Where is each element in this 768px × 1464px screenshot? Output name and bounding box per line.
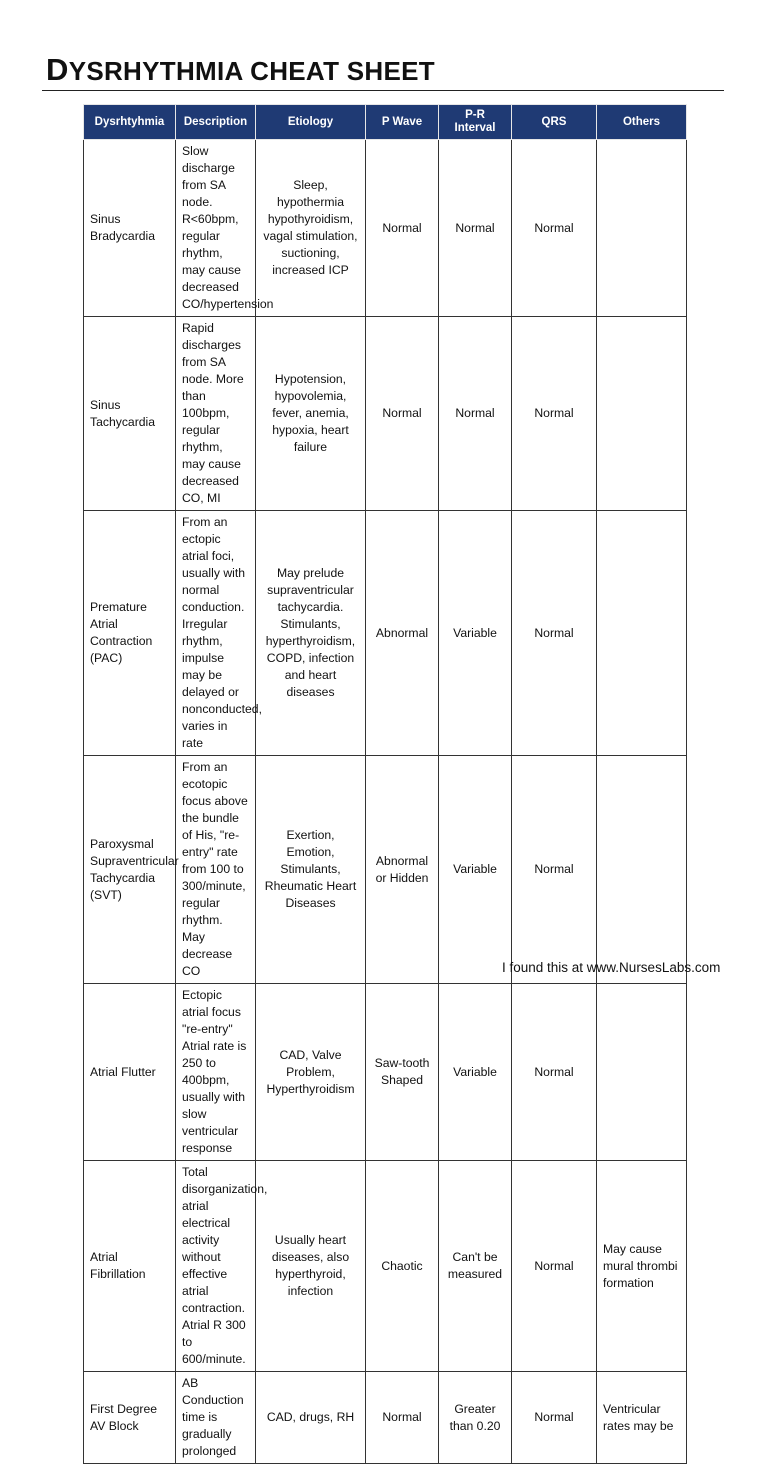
qrs-cell: Normal [512,317,597,511]
title-initial: D [46,52,69,87]
p-wave-cell: Normal [366,1372,439,1464]
p-wave-cell: Saw-tooth Shaped [366,984,439,1161]
dysrhythmia-name: Sinus Bradycardia [84,140,176,317]
source-credit: I found this at www.NursesLabs.com [502,960,721,975]
others-cell: Ventricular rates may be [597,1372,687,1464]
etiology-cell: CAD, Valve Problem, Hyperthyroidism [256,984,366,1161]
dysrhythmia-name: Sinus Tachycardia [84,317,176,511]
etiology-cell: CAD, drugs, RH [256,1372,366,1464]
table-header-row [84,105,687,140]
dysrhythmia-name: First Degree AV Block [84,1372,176,1464]
others-cell: May cause mural thrombi formation [597,1161,687,1372]
p-wave-cell: Normal [366,140,439,317]
pr-interval-cell: Can't be measured [439,1161,512,1372]
others-cell [597,984,687,1161]
etiology-cell: Hypotension, hypovolemia, fever, anemia, hypoxia, heart failure [256,317,366,511]
column-header: Description [176,105,256,140]
qrs-cell: Normal [512,511,597,756]
description-cell: From an ecotopic focus above the bundle of His, "re-entry" rate from 100 to 300/minute, regular rhythm. May decrease CO [176,756,256,984]
qrs-cell: Normal [512,1372,597,1464]
others-cell [597,317,687,511]
table-row [84,1372,687,1464]
dysrhythmia-name: Atrial Flutter [84,984,176,1161]
etiology-cell: Sleep, hypothermia hypothyroidism, vagal stimulation, suctioning, increased ICP [256,140,366,317]
table-row [84,140,687,317]
p-wave-cell: Abnormal or Hidden [366,756,439,984]
etiology-cell: May prelude supraventricular tachycardia. Stimulants, hyperthyroidism, COPD, infection and heart diseases [256,511,366,756]
table-row [84,984,687,1161]
column-header: Others [597,105,687,140]
pr-interval-cell: Normal [439,140,512,317]
others-cell [597,756,687,984]
description-cell: Total disorganization, atrial electrical activity without effective atrial contraction. Atrial R 300 to 600/minute. [176,1161,256,1372]
description-cell: AB Conduction time is gradually prolonged [176,1372,256,1464]
p-wave-cell: Chaotic [366,1161,439,1372]
table-row [84,756,687,984]
qrs-cell: Normal [512,984,597,1161]
column-header: Etiology [256,105,366,140]
pr-interval-cell: Variable [439,984,512,1161]
dysrhythmia-name: Atrial Fibrillation [84,1161,176,1372]
column-header: P-R Interval [439,105,512,140]
description-cell: Slow discharge from SA node. R<60bpm, regular rhythm, may cause decreased CO/hypertension [176,140,256,317]
column-header: Dysrhtyhmia [84,105,176,140]
pr-interval-cell: Variable [439,511,512,756]
others-cell [597,140,687,317]
p-wave-cell: Abnormal [366,511,439,756]
pr-interval-cell: Variable [439,756,512,984]
qrs-cell: Normal [512,1161,597,1372]
description-cell: From an ectopic atrial foci, usually with normal conduction. Irregular rhythm, impulse may be delayed or nonconducted, varies in rate [176,511,256,756]
etiology-cell: Usually heart diseases, also hyperthyroid, infection [256,1161,366,1372]
etiology-cell: Exertion, Emotion, Stimulants, Rheumatic Heart Diseases [256,756,366,984]
pr-interval-cell: Normal [439,317,512,511]
description-cell: Rapid discharges from SA node. More than 100bpm, regular rhythm, may cause decreased CO, MI [176,317,256,511]
dysrhythmia-name: Premature Atrial Contraction (PAC) [84,511,176,756]
others-cell [597,511,687,756]
table-row [84,1161,687,1372]
dysrhythmia-name: Paroxysmal Supraventricular Tachycardia (SVT) [84,756,176,984]
column-header: QRS [512,105,597,140]
qrs-cell: Normal [512,140,597,317]
table-row [84,511,687,756]
table-row [84,317,687,511]
dysrhythmia-table [83,104,687,1464]
page-title [46,52,435,88]
description-cell: Ectopic atrial focus "re-entry" Atrial rate is 250 to 400bpm, usually with slow ventricular response [176,984,256,1161]
pr-interval-cell: Greater than 0.20 [439,1372,512,1464]
p-wave-cell: Normal [366,317,439,511]
title-rest: YSRHYTHMIA CHEAT SHEET [68,56,435,86]
column-header: P Wave [366,105,439,140]
qrs-cell: Normal [512,756,597,984]
title-divider [42,90,724,91]
